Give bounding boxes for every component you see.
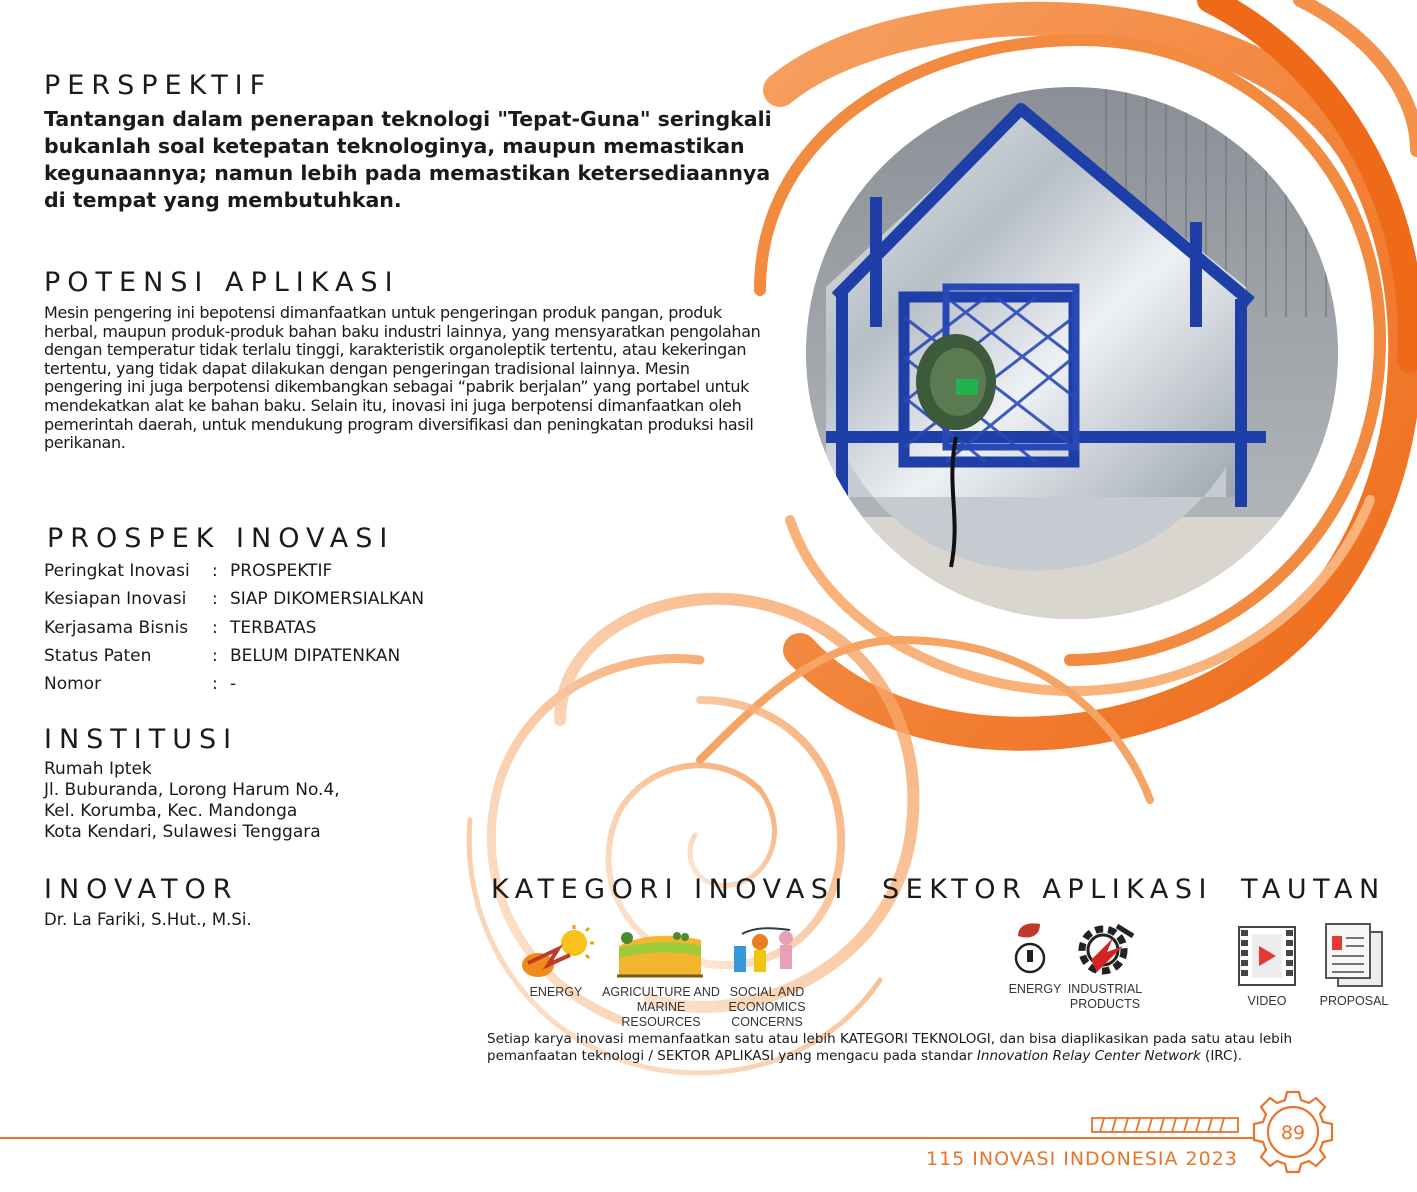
address-line: Kel. Korumba, Kec. Mandonga [44,801,298,821]
page-number: 89 [1280,1122,1306,1144]
perspektif-heading: PERSPEKTIF [44,70,273,101]
prospek-sep: : [212,589,218,610]
prospek-value: TERBATAS [230,617,317,638]
prospek-value: PROSPEKTIF [230,561,333,582]
potensi-heading: POTENSI APLIKASI [44,267,400,298]
footer-decoration [0,1090,1417,1192]
prospek-value: SIAP DIKOMERSIALKAN [230,589,425,610]
note-italic: Innovation Relay Center Network [976,1048,1201,1064]
perspektif-lead: Tantangan dalam penerapan teknologi "Tepat-Guna" seringkali bukanlah soal ketepatan teknologinya, maupun memastikan kegunaannya; namun lebih pada memastikan ketersediaannya di tempat yang membutuhkan. [44,107,772,212]
institusi-heading: INSTITUSI [44,724,239,755]
kategori-label: AGRICULTURE AND MARINE RESOURCES [602,985,720,1029]
prospek-heading: PROSPEK INOVASI [47,523,395,554]
address-line: Kota Kendari, Sulawesi Tenggara [44,822,321,842]
tautan-heading: TAUTAN [1241,874,1386,905]
sektor-label: ENERGY [1008,982,1062,996]
social-economics-icon [730,924,804,980]
sun-energy-icon [518,925,594,981]
dryer-machine-illustration [806,87,1338,619]
inovator-heading: INOVATOR [44,874,239,905]
prospek-row [44,670,424,698]
video-film-icon[interactable] [1238,926,1296,986]
prospek-key: Status Paten [44,646,152,667]
prospek-key: Kesiapan Inovasi [44,589,187,610]
prospek-sep: : [212,561,218,582]
gear-lightning-icon [1073,920,1137,978]
prospek-row [44,585,424,613]
prospek-sep: : [212,617,218,638]
pdf-document-icon[interactable] [1324,922,1386,988]
leaf-plug-icon [1010,920,1050,976]
sektor-heading: SEKTOR APLIKASI [882,874,1213,905]
prospek-sep: : [212,674,218,695]
address-line: Jl. Buburanda, Lorong Harum No.4, [44,780,340,800]
prospek-sep: : [212,646,218,667]
prospek-row [44,614,424,642]
institusi-address [44,759,340,843]
prospek-row [44,642,424,670]
note-text-end: (IRC). [1200,1048,1242,1064]
footer-title: 115 INOVASI INDONESIA 2023 [926,1148,1238,1170]
sektor-label: INDUSTRIAL PRODUCTS [1067,982,1143,1011]
dryer-machine-photo [806,87,1338,619]
kategori-label: SOCIAL AND ECONOMICS CONCERNS [728,985,806,1029]
prospek-value: BELUM DIPATENKAN [230,646,401,667]
prospek-table [44,557,424,698]
kategori-heading: KATEGORI INOVASI [491,874,849,905]
prospek-value: - [230,674,237,695]
prospek-row [44,557,424,585]
address-line: Rumah Iptek [44,759,152,779]
irc-note [487,1031,1367,1065]
prospek-key: Kerjasama Bisnis [44,617,189,638]
agriculture-landscape-icon [617,926,703,980]
kategori-label: ENERGY [529,985,583,999]
prospek-key: Nomor [44,674,102,695]
prospek-key: Peringkat Inovasi [44,561,190,582]
inovator-name: Dr. La Fariki, S.Hut., M.Si. [44,910,252,929]
note-text: Setiap karya inovasi memanfaatkan satu atau lebih KATEGORI TEKNOLOGI, dan bisa diaplikasikan pada satu atau lebih pemanfaatan teknologi / SEKTOR APLIKASI yang mengacu pada standar [487,1031,1293,1064]
video-link-label[interactable]: VIDEO [1247,994,1287,1008]
potensi-body: Mesin pengering ini bepotensi dimanfaatkan untuk pengeringan produk pangan, produk herbal, maupun produk-produk bahan baku industri lainnya, yang mensyaratkan pengolahan dengan temperatur tidak terlalu tinggi, karakteristik organoleptik tertentu, atau kekeringan tertentu, yang tidak dapat dilakukan dengan pengeringan tradisional lainnya. Mesin pengering ini juga berpotensi dikembangkan sebagai “pabrik berjalan” yang portabel untuk mendekatkan alat ke bahan baku. Selain itu, inovasi ini juga berpotensi dimanfaatkan oleh pemerintah daerah, untuk mendukung program diversifikasi dan peningkatan produksi hasil perikanan. [44,303,761,453]
proposal-link-label[interactable]: PROPOSAL [1319,994,1389,1008]
